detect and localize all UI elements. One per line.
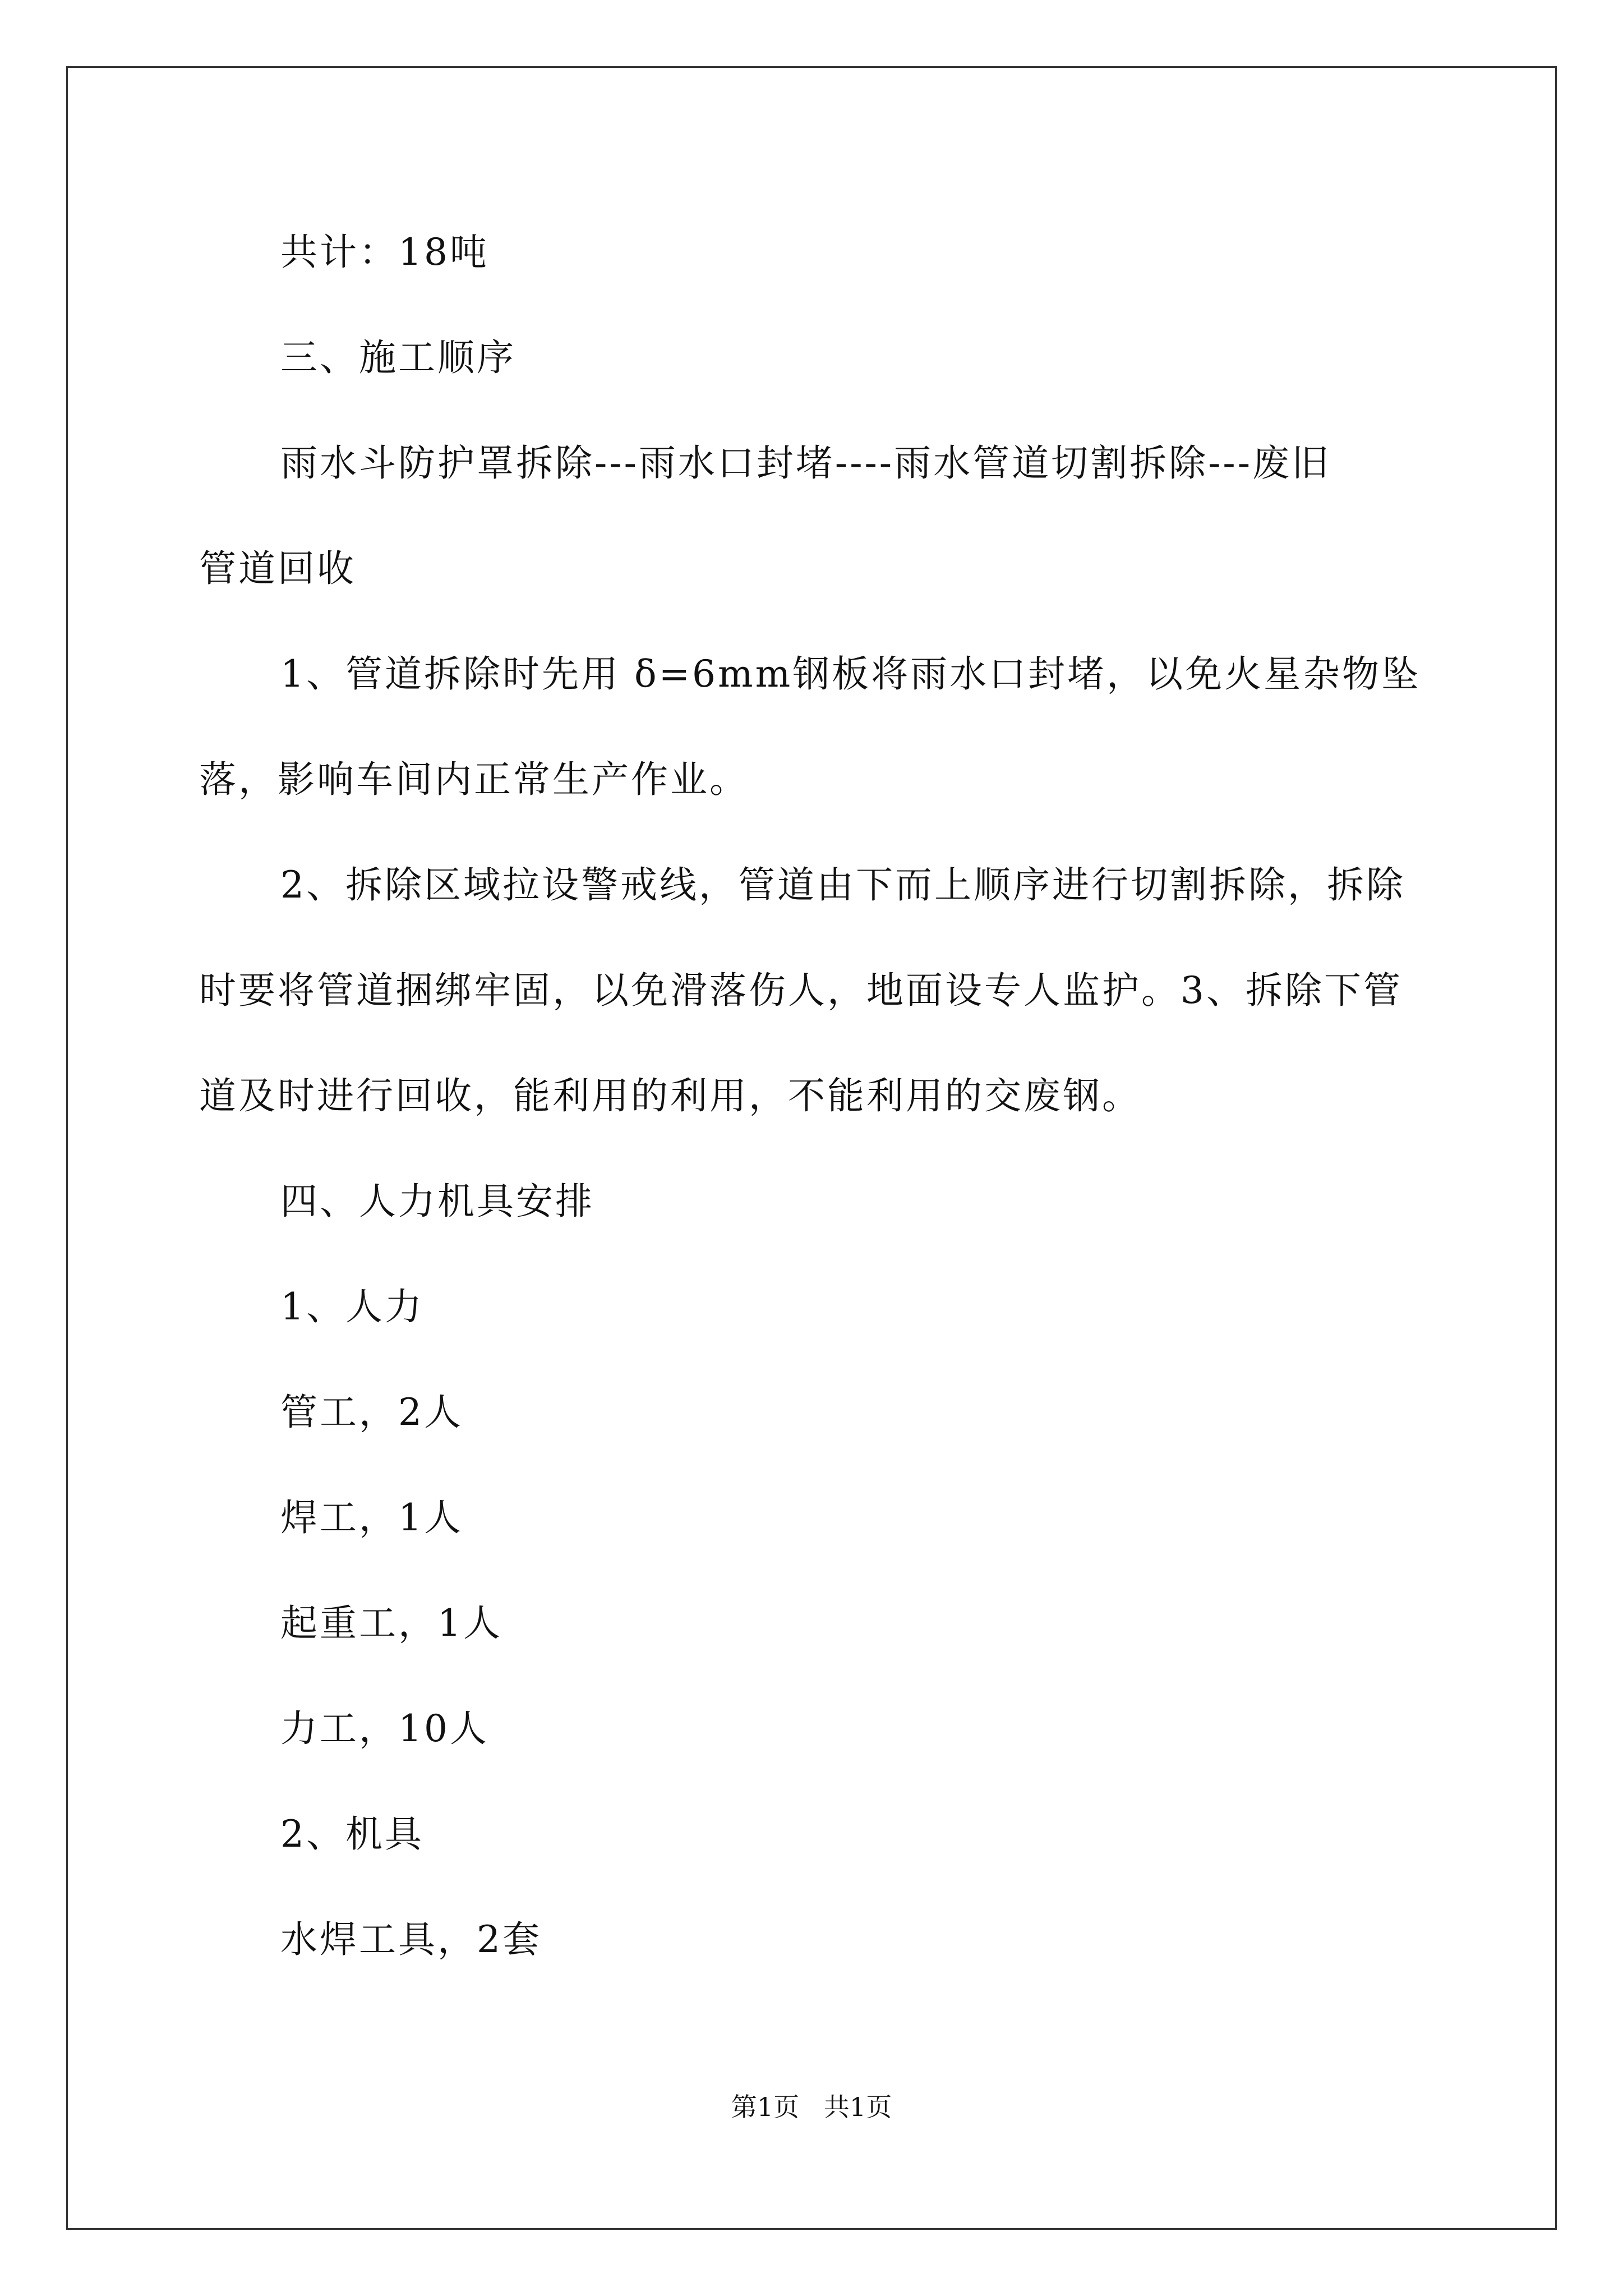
subheading-equipment: 2、机具 — [280, 1812, 424, 1856]
list-item: 焊工，1人 — [280, 1496, 463, 1539]
page-border — [66, 66, 1557, 2230]
paragraph-line: 管道回收 — [199, 547, 356, 590]
paragraph-line: 时要将管道捆绑牢固，以免滑落伤人，地面设专人监护。3、拆除下管 — [199, 969, 1403, 1012]
list-item: 管工，2人 — [280, 1391, 463, 1434]
total-weight: 共计：18吨 — [280, 231, 489, 274]
paragraph-line: 1、管道拆除时先用 δ=6mm钢板将雨水口封堵，以免火星杂物坠 — [280, 652, 1421, 696]
list-item: 力工，10人 — [280, 1707, 489, 1750]
subheading-manpower: 1、人力 — [280, 1285, 424, 1328]
list-item: 水焊工具，2套 — [280, 1918, 542, 1961]
paragraph-line: 落，影响车间内正常生产作业。 — [199, 758, 749, 801]
paragraph-line: 2、拆除区域拉设警戒线，管道由下而上顺序进行切割拆除，拆除 — [280, 863, 1405, 907]
page-number: 第1页 共1页 — [731, 2092, 892, 2122]
section-heading-construction-order: 三、施工顺序 — [280, 336, 516, 379]
paragraph-line: 雨水斗防护罩拆除---雨水口封堵----雨水管道切割拆除---废旧 — [280, 441, 1331, 485]
list-item: 起重工，1人 — [280, 1602, 502, 1645]
section-heading-resources: 四、人力机具安排 — [280, 1180, 594, 1223]
paragraph-line: 道及时进行回收，能利用的利用，不能利用的交废钢。 — [199, 1074, 1141, 1117]
